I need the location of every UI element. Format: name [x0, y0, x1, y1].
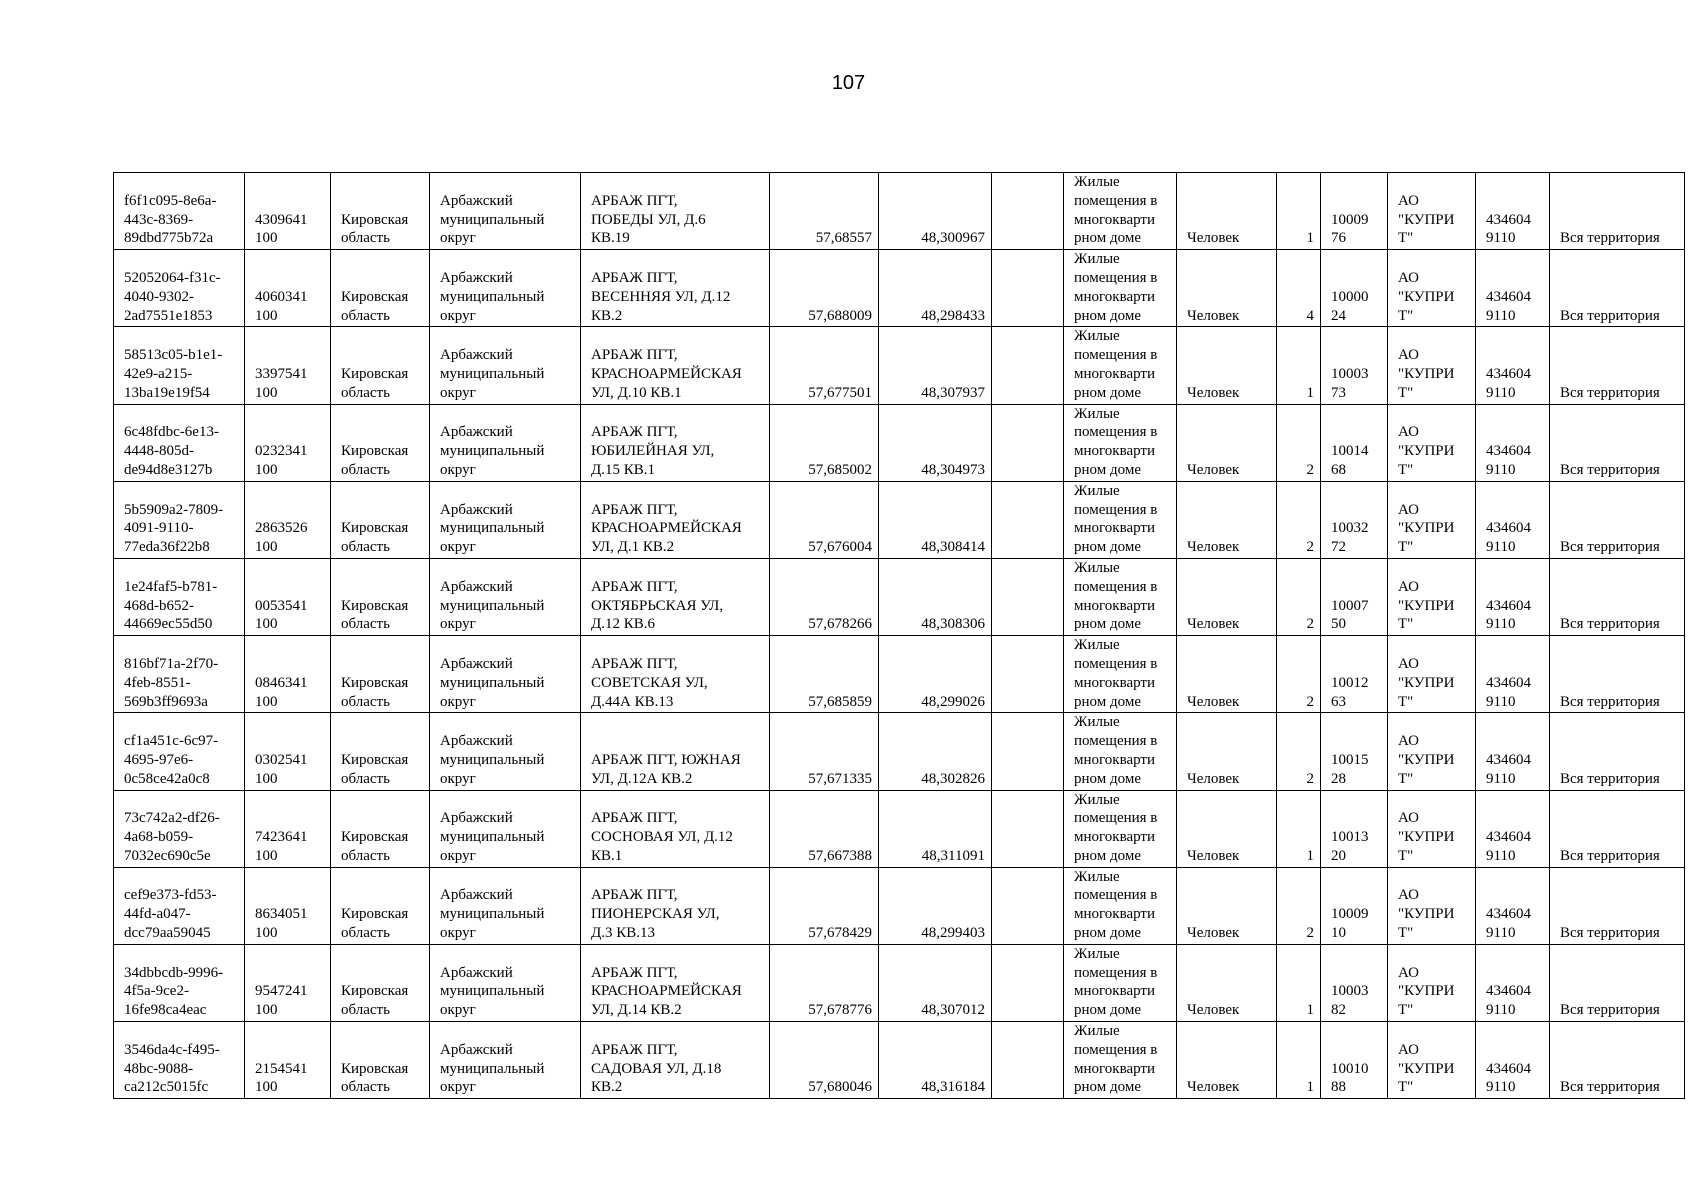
cell-inn: 434604 9110 — [1476, 558, 1550, 635]
cell-object-type: Жилые помещения в многокварти рном доме — [1064, 481, 1177, 558]
cell-object-type: Жилые помещения в многокварти рном доме — [1064, 944, 1177, 1021]
cell-address: АРБАЖ ПГТ, ПОБЕДЫ УЛ, Д.6 КВ.19 — [581, 173, 770, 250]
cell-district: Арбажский муниципальный округ — [430, 713, 581, 790]
cell-region: Кировская область — [331, 944, 430, 1021]
table-row — [114, 327, 1685, 404]
cell-inn: 434604 9110 — [1476, 713, 1550, 790]
cell-territory: Вся территория — [1550, 867, 1685, 944]
cell-district: Арбажский муниципальный округ — [430, 1022, 581, 1099]
cell-region: Кировская область — [331, 636, 430, 713]
cell-address: АРБАЖ ПГТ, КРАСНОАРМЕЙСКАЯ УЛ, Д.1 КВ.2 — [581, 481, 770, 558]
cell-unit: Человек — [1177, 1022, 1277, 1099]
cell-record-id: 5b5909a2-7809- 4091-9110- 77eda36f22b8 — [114, 481, 245, 558]
cell-inn: 434604 9110 — [1476, 944, 1550, 1021]
cell-oktmo-code: 8634051 100 — [245, 867, 331, 944]
cell-longitude: 48,299026 — [879, 636, 992, 713]
cell-longitude: 48,316184 — [879, 1022, 992, 1099]
cell-account: 10000 24 — [1321, 250, 1388, 327]
cell-longitude: 48,311091 — [879, 790, 992, 867]
cell-address: АРБАЖ ПГТ, ВЕСЕННЯЯ УЛ, Д.12 КВ.2 — [581, 250, 770, 327]
cell-record-id: 52052064-f31c- 4040-9302- 2ad7551e1853 — [114, 250, 245, 327]
cell-organization: АО "КУПРИ Т" — [1388, 558, 1476, 635]
cell-address: АРБАЖ ПГТ, САДОВАЯ УЛ, Д.18 КВ.2 — [581, 1022, 770, 1099]
cell-record-id: cf1a451c-6c97- 4695-97e6- 0c58ce42a0c8 — [114, 713, 245, 790]
cell-record-id: cef9e373-fd53- 44fd-a047- dcc79aa59045 — [114, 867, 245, 944]
cell-object-type: Жилые помещения в многокварти рном доме — [1064, 867, 1177, 944]
cell-inn: 434604 9110 — [1476, 404, 1550, 481]
table-row — [114, 790, 1685, 867]
cell-organization: АО "КУПРИ Т" — [1388, 867, 1476, 944]
cell-oktmo-code: 2154541 100 — [245, 1022, 331, 1099]
cell-unit: Человек — [1177, 558, 1277, 635]
cell-record-id: f6f1c095-8e6a- 443c-8369- 89dbd775b72a — [114, 173, 245, 250]
cell-account: 10015 28 — [1321, 713, 1388, 790]
cell-record-id: 1e24faf5-b781- 468d-b652- 44669ec55d50 — [114, 558, 245, 635]
cell-unit: Человек — [1177, 867, 1277, 944]
cell-unit: Человек — [1177, 404, 1277, 481]
cell-territory: Вся территория — [1550, 713, 1685, 790]
cell-latitude: 57,676004 — [770, 481, 879, 558]
cell-record-id: 34dbbcdb-9996- 4f5a-9ce2- 16fe98ca4eac — [114, 944, 245, 1021]
cell-organization: АО "КУПРИ Т" — [1388, 404, 1476, 481]
cell-address: АРБАЖ ПГТ, ЮБИЛЕЙНАЯ УЛ, Д.15 КВ.1 — [581, 404, 770, 481]
cell-longitude: 48,307012 — [879, 944, 992, 1021]
cell-inn: 434604 9110 — [1476, 636, 1550, 713]
cell-account: 10009 10 — [1321, 867, 1388, 944]
cell-record-id: 3546da4c-f495- 48bc-9088- ca212c5015fc — [114, 1022, 245, 1099]
cell-region: Кировская область — [331, 327, 430, 404]
cell-territory: Вся территория — [1550, 1022, 1685, 1099]
cell-unit: Человек — [1177, 636, 1277, 713]
cell-count: 1 — [1277, 1022, 1321, 1099]
cell-territory: Вся территория — [1550, 481, 1685, 558]
cell-object-type: Жилые помещения в многокварти рном доме — [1064, 558, 1177, 635]
cell-oktmo-code: 0846341 100 — [245, 636, 331, 713]
cell-empty — [992, 944, 1064, 1021]
table-row — [114, 250, 1685, 327]
cell-organization: АО "КУПРИ Т" — [1388, 481, 1476, 558]
cell-latitude: 57,685859 — [770, 636, 879, 713]
cell-record-id: 73c742a2-df26- 4a68-b059- 7032ec690c5e — [114, 790, 245, 867]
cell-unit: Человек — [1177, 250, 1277, 327]
cell-latitude: 57,667388 — [770, 790, 879, 867]
cell-object-type: Жилые помещения в многокварти рном доме — [1064, 713, 1177, 790]
cell-district: Арбажский муниципальный округ — [430, 173, 581, 250]
table-row — [114, 404, 1685, 481]
cell-count: 2 — [1277, 481, 1321, 558]
cell-unit: Человек — [1177, 481, 1277, 558]
cell-object-type: Жилые помещения в многокварти рном доме — [1064, 250, 1177, 327]
cell-record-id: 816bf71a-2f70- 4feb-8551- 569b3ff9693a — [114, 636, 245, 713]
cell-unit: Человек — [1177, 173, 1277, 250]
table-row — [114, 1022, 1685, 1099]
cell-region: Кировская область — [331, 790, 430, 867]
cell-object-type: Жилые помещения в многокварти рном доме — [1064, 404, 1177, 481]
cell-address: АРБАЖ ПГТ, ПИОНЕРСКАЯ УЛ, Д.3 КВ.13 — [581, 867, 770, 944]
cell-oktmo-code: 9547241 100 — [245, 944, 331, 1021]
cell-latitude: 57,678429 — [770, 867, 879, 944]
cell-account: 10014 68 — [1321, 404, 1388, 481]
cell-longitude: 48,308414 — [879, 481, 992, 558]
table-row — [114, 558, 1685, 635]
cell-unit: Человек — [1177, 944, 1277, 1021]
cell-account: 10003 73 — [1321, 327, 1388, 404]
cell-address: АРБАЖ ПГТ, ОКТЯБРЬСКАЯ УЛ, Д.12 КВ.6 — [581, 558, 770, 635]
cell-organization: АО "КУПРИ Т" — [1388, 1022, 1476, 1099]
cell-address: АРБАЖ ПГТ, ЮЖНАЯ УЛ, Д.12А КВ.2 — [581, 713, 770, 790]
cell-latitude: 57,678266 — [770, 558, 879, 635]
cell-empty — [992, 558, 1064, 635]
cell-count: 2 — [1277, 713, 1321, 790]
cell-longitude: 48,299403 — [879, 867, 992, 944]
cell-count: 2 — [1277, 404, 1321, 481]
cell-oktmo-code: 0232341 100 — [245, 404, 331, 481]
cell-region: Кировская область — [331, 1022, 430, 1099]
cell-region: Кировская область — [331, 713, 430, 790]
cell-record-id: 58513c05-b1e1- 42e9-a215- 13ba19e19f54 — [114, 327, 245, 404]
cell-district: Арбажский муниципальный округ — [430, 867, 581, 944]
cell-oktmo-code: 7423641 100 — [245, 790, 331, 867]
cell-inn: 434604 9110 — [1476, 250, 1550, 327]
cell-oktmo-code: 0053541 100 — [245, 558, 331, 635]
cell-latitude: 57,671335 — [770, 713, 879, 790]
cell-longitude: 48,298433 — [879, 250, 992, 327]
cell-latitude: 57,677501 — [770, 327, 879, 404]
table-row — [114, 173, 1685, 250]
table-row — [114, 867, 1685, 944]
cell-territory: Вся территория — [1550, 790, 1685, 867]
cell-address: АРБАЖ ПГТ, КРАСНОАРМЕЙСКАЯ УЛ, Д.10 КВ.1 — [581, 327, 770, 404]
cell-territory: Вся территория — [1550, 944, 1685, 1021]
cell-inn: 434604 9110 — [1476, 327, 1550, 404]
cell-territory: Вся территория — [1550, 250, 1685, 327]
cell-empty — [992, 1022, 1064, 1099]
cell-account: 10032 72 — [1321, 481, 1388, 558]
cell-latitude: 57,68557 — [770, 173, 879, 250]
cell-territory: Вся территория — [1550, 636, 1685, 713]
cell-latitude: 57,688009 — [770, 250, 879, 327]
cell-count: 2 — [1277, 867, 1321, 944]
cell-organization: АО "КУПРИ Т" — [1388, 327, 1476, 404]
cell-latitude: 57,685002 — [770, 404, 879, 481]
cell-empty — [992, 867, 1064, 944]
cell-record-id: 6c48fdbc-6e13- 4448-805d- de94d8e3127b — [114, 404, 245, 481]
cell-object-type: Жилые помещения в многокварти рном доме — [1064, 173, 1177, 250]
cell-organization: АО "КУПРИ Т" — [1388, 250, 1476, 327]
cell-organization: АО "КУПРИ Т" — [1388, 790, 1476, 867]
cell-object-type: Жилые помещения в многокварти рном доме — [1064, 1022, 1177, 1099]
cell-count: 1 — [1277, 173, 1321, 250]
cell-oktmo-code: 3397541 100 — [245, 327, 331, 404]
cell-organization: АО "КУПРИ Т" — [1388, 713, 1476, 790]
cell-longitude: 48,304973 — [879, 404, 992, 481]
cell-account: 10013 20 — [1321, 790, 1388, 867]
cell-district: Арбажский муниципальный округ — [430, 481, 581, 558]
cell-empty — [992, 404, 1064, 481]
cell-territory: Вся территория — [1550, 558, 1685, 635]
cell-longitude: 48,308306 — [879, 558, 992, 635]
cell-count: 1 — [1277, 944, 1321, 1021]
cell-territory: Вся территория — [1550, 327, 1685, 404]
cell-account: 10012 63 — [1321, 636, 1388, 713]
cell-unit: Человек — [1177, 790, 1277, 867]
cell-unit: Человек — [1177, 713, 1277, 790]
cell-oktmo-code: 4309641 100 — [245, 173, 331, 250]
cell-district: Арбажский муниципальный округ — [430, 404, 581, 481]
cell-longitude: 48,302826 — [879, 713, 992, 790]
cell-district: Арбажский муниципальный округ — [430, 558, 581, 635]
cell-count: 2 — [1277, 558, 1321, 635]
cell-count: 4 — [1277, 250, 1321, 327]
cell-address: АРБАЖ ПГТ, СОСНОВАЯ УЛ, Д.12 КВ.1 — [581, 790, 770, 867]
cell-count: 1 — [1277, 790, 1321, 867]
cell-empty — [992, 636, 1064, 713]
cell-account: 10009 76 — [1321, 173, 1388, 250]
cell-count: 1 — [1277, 327, 1321, 404]
cell-empty — [992, 327, 1064, 404]
registry-table — [113, 172, 1685, 1099]
cell-account: 10007 50 — [1321, 558, 1388, 635]
cell-territory: Вся территория — [1550, 173, 1685, 250]
cell-latitude: 57,680046 — [770, 1022, 879, 1099]
cell-empty — [992, 173, 1064, 250]
cell-inn: 434604 9110 — [1476, 790, 1550, 867]
cell-region: Кировская область — [331, 250, 430, 327]
cell-district: Арбажский муниципальный округ — [430, 327, 581, 404]
table-row — [114, 636, 1685, 713]
cell-object-type: Жилые помещения в многокварти рном доме — [1064, 636, 1177, 713]
cell-empty — [992, 250, 1064, 327]
cell-inn: 434604 9110 — [1476, 867, 1550, 944]
cell-region: Кировская область — [331, 558, 430, 635]
registry-body — [114, 173, 1685, 1099]
table-row — [114, 944, 1685, 1021]
cell-inn: 434604 9110 — [1476, 1022, 1550, 1099]
cell-address: АРБАЖ ПГТ, КРАСНОАРМЕЙСКАЯ УЛ, Д.14 КВ.2 — [581, 944, 770, 1021]
cell-latitude: 57,678776 — [770, 944, 879, 1021]
cell-longitude: 48,307937 — [879, 327, 992, 404]
cell-region: Кировская область — [331, 173, 430, 250]
cell-district: Арбажский муниципальный округ — [430, 944, 581, 1021]
page-number: 107 — [831, 72, 866, 94]
cell-unit: Человек — [1177, 327, 1277, 404]
cell-object-type: Жилые помещения в многокварти рном доме — [1064, 327, 1177, 404]
cell-account: 10010 88 — [1321, 1022, 1388, 1099]
cell-organization: АО "КУПРИ Т" — [1388, 636, 1476, 713]
cell-organization: АО "КУПРИ Т" — [1388, 944, 1476, 1021]
cell-region: Кировская область — [331, 867, 430, 944]
cell-inn: 434604 9110 — [1476, 173, 1550, 250]
cell-organization: АО "КУПРИ Т" — [1388, 173, 1476, 250]
cell-address: АРБАЖ ПГТ, СОВЕТСКАЯ УЛ, Д.44А КВ.13 — [581, 636, 770, 713]
cell-inn: 434604 9110 — [1476, 481, 1550, 558]
cell-empty — [992, 481, 1064, 558]
cell-empty — [992, 790, 1064, 867]
cell-territory: Вся территория — [1550, 404, 1685, 481]
cell-district: Арбажский муниципальный округ — [430, 636, 581, 713]
cell-account: 10003 82 — [1321, 944, 1388, 1021]
cell-empty — [992, 713, 1064, 790]
cell-oktmo-code: 0302541 100 — [245, 713, 331, 790]
table-row — [114, 713, 1685, 790]
cell-region: Кировская область — [331, 404, 430, 481]
cell-count: 2 — [1277, 636, 1321, 713]
cell-district: Арбажский муниципальный округ — [430, 790, 581, 867]
cell-district: Арбажский муниципальный округ — [430, 250, 581, 327]
cell-longitude: 48,300967 — [879, 173, 992, 250]
table-row — [114, 481, 1685, 558]
cell-oktmo-code: 2863526 100 — [245, 481, 331, 558]
cell-region: Кировская область — [331, 481, 430, 558]
cell-object-type: Жилые помещения в многокварти рном доме — [1064, 790, 1177, 867]
cell-oktmo-code: 4060341 100 — [245, 250, 331, 327]
